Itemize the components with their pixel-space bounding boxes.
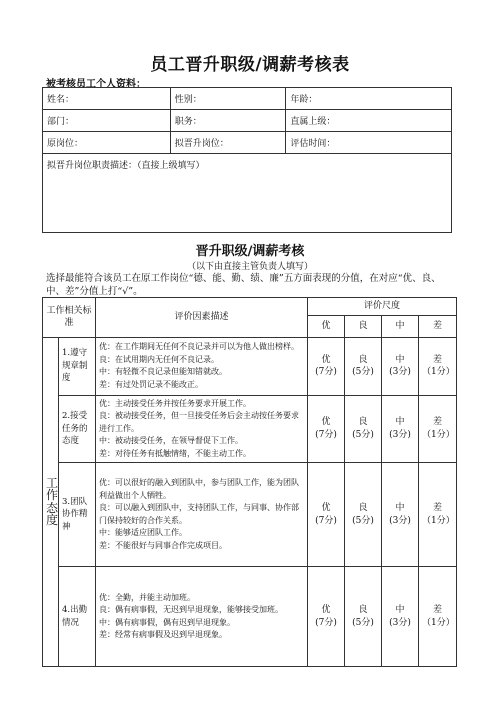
criteria-line: 中：被动接受任务，在领导督促下工作。 xyxy=(99,436,244,445)
grade-text: 优 xyxy=(321,417,331,428)
criteria-line: 差：不能很好与同事合作完成项目。 xyxy=(99,540,228,550)
department-field[interactable]: 部门： xyxy=(43,110,171,132)
category-label: 工作态度 xyxy=(46,475,59,528)
score-text: (7分) xyxy=(315,429,337,440)
score-text: (3分) xyxy=(389,515,411,526)
score-text: （1分） xyxy=(422,367,455,377)
criteria-line: 良：可以融入到团队中，支持团队工作，与同事、协作部门保持较好的合作关系。 xyxy=(99,503,300,525)
criteria-line: 中：偶有病事假，偶有迟到早退现象。 xyxy=(99,617,236,627)
score-text: (5分) xyxy=(352,367,374,377)
criteria-line: 差：对待任务有抵触情绪，不能主动工作。 xyxy=(99,448,252,458)
criteria-line: 差：有过处罚记录不能改正。 xyxy=(99,379,204,389)
score-cell-excellent[interactable] xyxy=(308,463,345,567)
criteria-line: 优：全勤，并能主动加班。 xyxy=(99,592,196,602)
score-cell-good[interactable] xyxy=(345,567,382,667)
section-note: （以下由直接主管负责人填写） xyxy=(186,262,313,272)
form-title: 员工晋升职级/调薪考核表 xyxy=(150,55,350,75)
criteria-line: 良：在试用期内无任何不良记录。 xyxy=(99,354,220,364)
score-text: (3分) xyxy=(389,429,411,440)
grade-text: 良 xyxy=(358,417,368,428)
grade-text: 差 xyxy=(433,417,443,428)
score-cell-poor[interactable] xyxy=(419,337,457,395)
grade-text: 中 xyxy=(395,417,405,428)
name-field[interactable]: 姓名： xyxy=(43,88,171,110)
score-text: (5分) xyxy=(352,617,374,628)
grade-text: 良 xyxy=(358,503,368,513)
header-description: 评价因素描述 xyxy=(96,298,308,338)
header-standard: 工作相关标准 xyxy=(43,298,96,338)
grade-good: 良 xyxy=(345,315,382,337)
score-text: （1分） xyxy=(422,429,455,440)
grade-text: 良 xyxy=(358,354,368,365)
score-cell-poor[interactable] xyxy=(419,463,457,567)
score-cell-good[interactable] xyxy=(345,395,382,463)
target-post-field[interactable]: 拟晋升岗位： xyxy=(170,132,286,154)
criteria-description xyxy=(96,567,308,667)
score-cell-average[interactable] xyxy=(382,567,419,667)
criteria-line: 中：有轻微不良记录但能知错就改。 xyxy=(99,367,228,376)
header-scale: 评价尺度 xyxy=(308,298,457,316)
instruction-text: 选择最能符合该员工在原工作岗位“德、能、勤、绩、廉”五方面表现的分值，在对应“优、良、中、差”分值上打“√”。 xyxy=(46,273,441,297)
grade-text: 中 xyxy=(395,605,405,615)
score-text: (5分) xyxy=(352,429,374,440)
criteria-line: 中：能够适应团队工作。 xyxy=(99,528,188,537)
personal-info-heading: 被考核员工个人资料： xyxy=(46,79,146,90)
item-label: 3.团队协作精神 xyxy=(59,463,96,567)
criteria-line: 优：可以很好的融入到团队中，参与团队工作，能为团队利益做出个人牺牲。 xyxy=(99,478,300,500)
criteria-line: 优：在工作期间无任何不良记录并可以为他人做出榜样。 xyxy=(99,342,300,351)
category-cell xyxy=(43,337,59,667)
evaluation-time-field[interactable]: 评估时间： xyxy=(286,132,452,154)
score-text: (5分) xyxy=(352,515,374,526)
section-title: 晋升职级/调薪考核 xyxy=(195,244,305,259)
criteria-line: 优：主动接受任务并按任务要求开展工作。 xyxy=(99,398,252,408)
criteria-line: 良：偶有病事假，无迟到早退现象，能够接受加班。 xyxy=(99,605,284,614)
score-cell-excellent[interactable] xyxy=(308,567,345,667)
score-cell-poor[interactable] xyxy=(419,395,457,463)
age-field[interactable]: 年龄： xyxy=(286,88,452,110)
score-cell-good[interactable] xyxy=(345,463,382,567)
criteria-description xyxy=(96,463,308,567)
grade-text: 差 xyxy=(433,503,443,513)
score-text: （1分） xyxy=(422,515,455,526)
score-text: (7分) xyxy=(315,367,337,377)
grade-text: 优 xyxy=(321,503,331,513)
score-cell-excellent[interactable] xyxy=(308,395,345,463)
grade-text: 优 xyxy=(321,605,331,615)
item-label: 2.接受任务的态度 xyxy=(59,395,96,463)
score-cell-excellent[interactable] xyxy=(308,337,345,395)
original-post-field[interactable]: 原岗位： xyxy=(43,132,171,154)
grade-text: 中 xyxy=(395,354,405,365)
score-text: (7分) xyxy=(315,515,337,526)
grade-text: 中 xyxy=(395,503,405,513)
score-cell-average[interactable] xyxy=(382,463,419,567)
duty-description-field[interactable]: 拟晋升岗位职责描述：（直接上级填写） xyxy=(43,154,452,233)
item-label: 1.遵守规章制度 xyxy=(59,337,96,395)
grade-average: 中 xyxy=(382,315,419,337)
score-cell-poor[interactable] xyxy=(419,567,457,667)
grade-text: 优 xyxy=(321,354,331,365)
evaluation-table xyxy=(42,297,457,667)
score-cell-good[interactable] xyxy=(345,337,382,395)
position-field[interactable]: 职务： xyxy=(170,110,286,132)
grade-text: 差 xyxy=(433,354,443,365)
grade-text: 差 xyxy=(433,605,443,615)
score-text: (3分) xyxy=(389,617,411,628)
grade-text: 良 xyxy=(358,605,368,615)
gender-field[interactable]: 性别： xyxy=(170,88,286,110)
criteria-line: 差：经常有病事假及迟到早退现象。 xyxy=(99,630,228,639)
score-cell-average[interactable] xyxy=(382,337,419,395)
grade-excellent: 优 xyxy=(308,315,345,337)
grade-poor: 差 xyxy=(419,315,457,337)
supervisor-field[interactable]: 直属上级： xyxy=(286,110,452,132)
criteria-description xyxy=(96,395,308,463)
criteria-description xyxy=(96,337,308,395)
score-text: （1分） xyxy=(422,617,455,628)
criteria-line: 良：被动接受任务，但一旦接受任务后会主动按任务要求进行工作。 xyxy=(99,411,300,433)
score-cell-average[interactable] xyxy=(382,395,419,463)
score-text: (3分) xyxy=(389,367,411,377)
personal-info-table xyxy=(42,87,452,233)
item-label: 4.出勤情况 xyxy=(59,567,96,667)
score-text: (7分) xyxy=(315,617,337,628)
